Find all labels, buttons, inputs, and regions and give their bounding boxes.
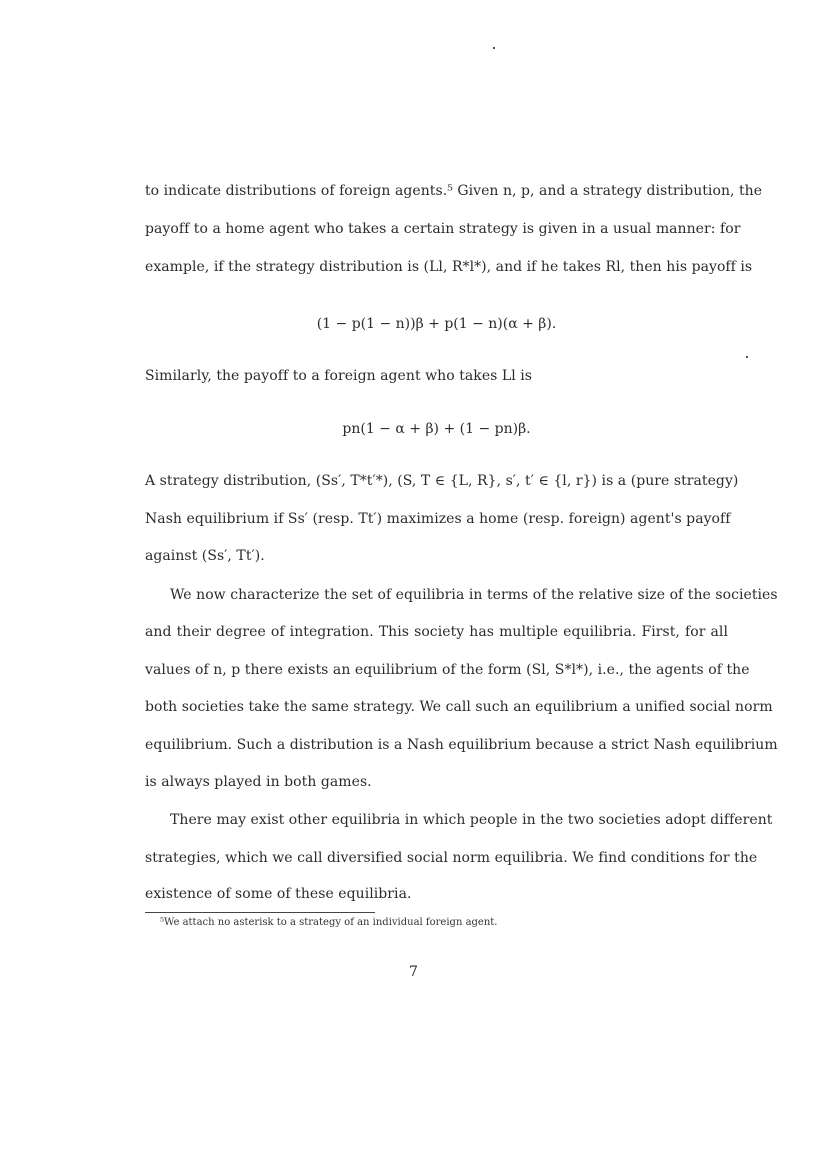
scan-speck bbox=[493, 47, 495, 49]
body-text-line: We now characterize the set of equilibria in terms of the relative size of the societies bbox=[170, 587, 778, 603]
body-text-line: against (Ss′, Tt′). bbox=[145, 548, 265, 564]
body-text-line: Similarly, the payoff to a foreign agent who takes Ll is bbox=[145, 368, 533, 384]
page-number: 7 bbox=[409, 964, 418, 980]
footnote-rule bbox=[145, 912, 375, 913]
body-text-line: and their degree of integration. This society has multiple equilibria. First, for all bbox=[145, 624, 728, 640]
body-text-line: values of n, p there exists an equilibrium of the form (Sl, S*l*), i.e., the agents of the bbox=[145, 662, 750, 678]
body-text-line: is always played in both games. bbox=[145, 774, 372, 790]
body-text-line: equilibrium. Such a distribution is a Nash equilibrium because a strict Nash equilibrium bbox=[145, 737, 778, 753]
body-text-line: existence of some of these equilibria. bbox=[145, 886, 412, 902]
body-text-line: There may exist other equilibria in which people in the two societies adopt different bbox=[170, 812, 773, 828]
body-text-line: Nash equilibrium if Ss′ (resp. Tt′) maximizes a home (resp. foreign) agent's payoff bbox=[145, 511, 731, 527]
body-text-line: payoff to a home agent who takes a certain strategy is given in a usual manner: for bbox=[145, 221, 741, 237]
footnote: ⁵We attach no asterisk to a strategy of an individual foreign agent. bbox=[160, 917, 498, 928]
display-equation: pn(1 − α + β) + (1 − pn)β. bbox=[342, 421, 531, 437]
body-text-line: example, if the strategy distribution is (Ll, R*l*), and if he takes Rl, then his payoff is bbox=[145, 259, 753, 275]
display-equation: (1 − p(1 − n))β + p(1 − n)(α + β). bbox=[316, 316, 557, 332]
body-text-line: A strategy distribution, (Ss′, T*t′*), (S, T ∈ {L, R}, s′, t′ ∈ {l, r}) is a (pure strategy) bbox=[145, 473, 739, 489]
scan-speck bbox=[746, 356, 748, 358]
body-text-line: strategies, which we call diversified social norm equilibria. We find conditions for the bbox=[145, 850, 758, 866]
body-text-line: both societies take the same strategy. We call such an equilibrium a unified social norm bbox=[145, 699, 773, 715]
body-text-line: to indicate distributions of foreign agents.⁵ Given n, p, and a strategy distribution, the bbox=[145, 183, 763, 199]
